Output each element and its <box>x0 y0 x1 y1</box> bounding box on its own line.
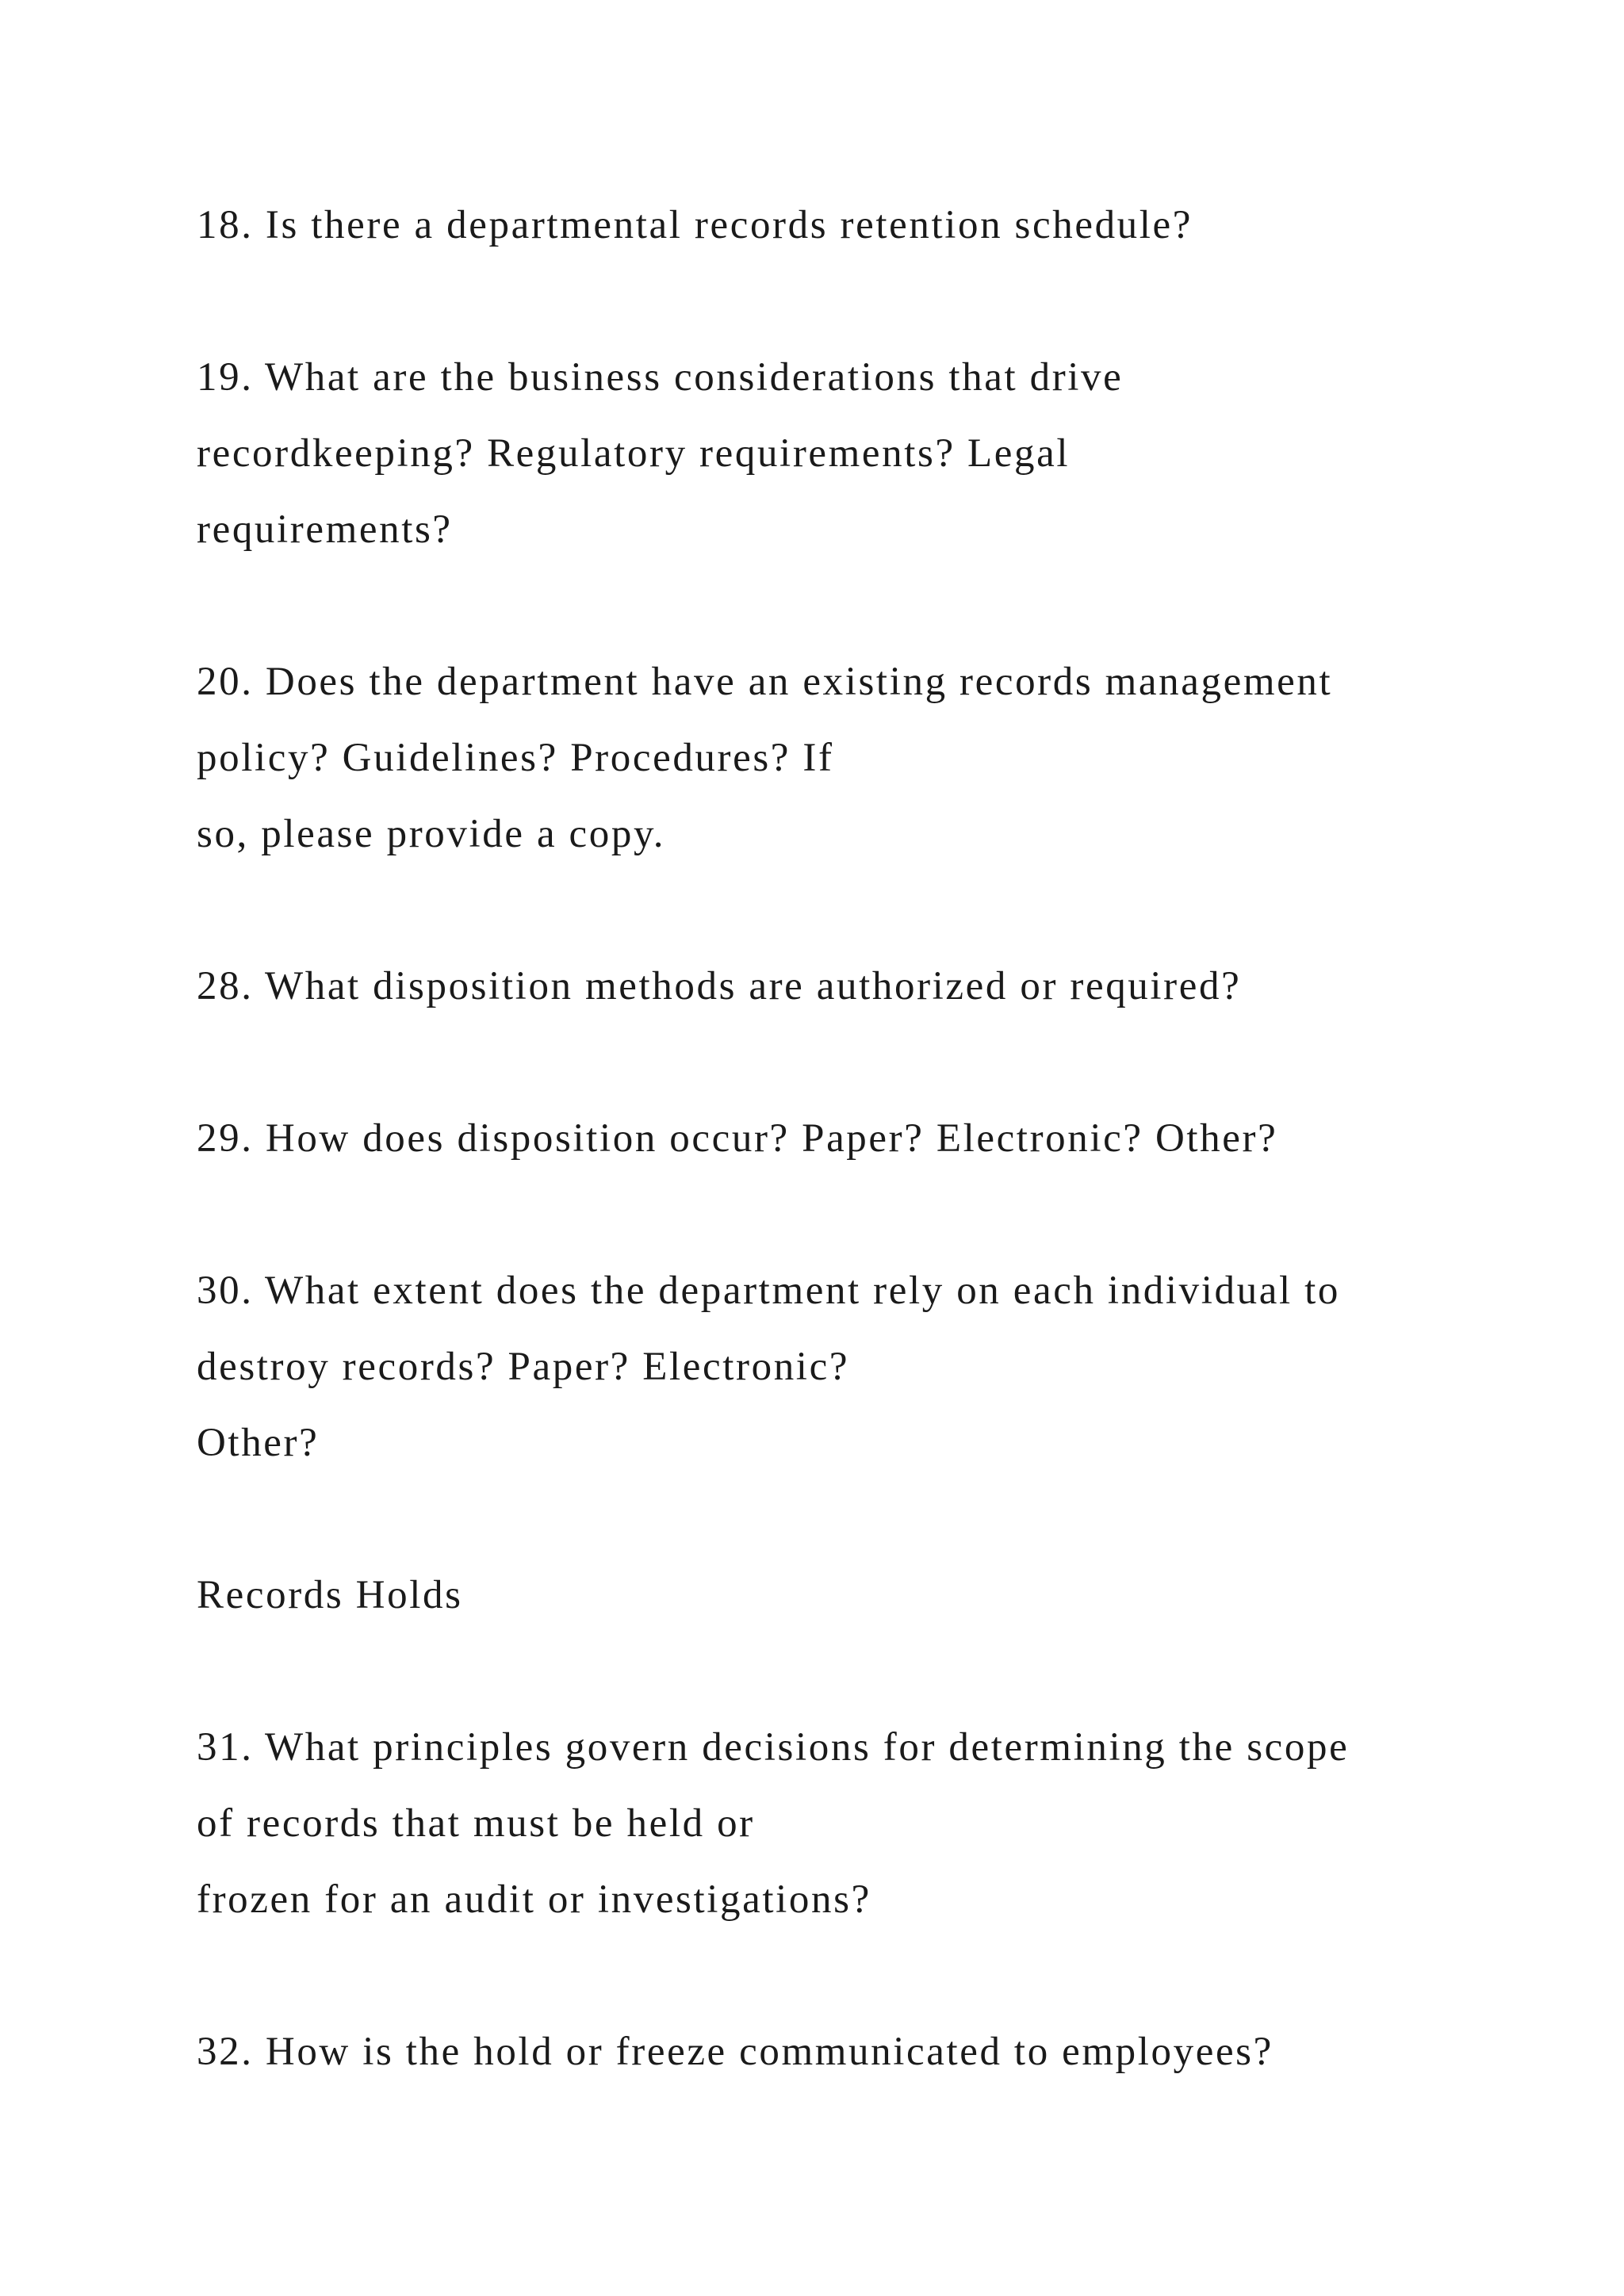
question-30-line-3: Other? <box>197 1421 320 1465</box>
question-30 <box>197 1253 1465 1481</box>
question-18-line-1: 18. Is there a departmental records retention schedule? <box>197 203 1193 247</box>
question-31-line-1: 31. What principles govern decisions for determining the scope <box>197 1725 1350 1770</box>
question-28 <box>197 948 1465 1024</box>
question-32 <box>197 2014 1465 2090</box>
question-32-line-1: 32. How is the hold or freeze communicated to employees? <box>197 2030 1274 2074</box>
section-heading-text: Records Holds <box>197 1573 463 1617</box>
question-29 <box>197 1100 1465 1177</box>
question-19-line-2: recordkeeping? Regulatory requirements? Legal <box>197 431 1071 476</box>
question-19-line-3: requirements? <box>197 507 453 552</box>
question-28-line-1: 28. What disposition methods are authorized or required? <box>197 964 1242 1008</box>
question-19-line-1: 19. What are the business considerations that drive <box>197 355 1124 400</box>
question-30-line-2: destroy records? Paper? Electronic? <box>197 1345 850 1389</box>
question-20-line-3: so, please provide a copy. <box>197 812 666 856</box>
question-31-line-3: frozen for an audit or investigations? <box>197 1877 871 1922</box>
question-18 <box>197 187 1465 263</box>
question-20 <box>197 644 1465 872</box>
question-29-line-1: 29. How does disposition occur? Paper? Electronic? Other? <box>197 1116 1278 1161</box>
question-31 <box>197 1709 1465 1938</box>
question-19 <box>197 339 1465 568</box>
question-31-line-2: of records that must be held or <box>197 1801 755 1846</box>
section-heading-records-holds <box>197 1557 1465 1633</box>
question-20-line-1: 20. Does the department have an existing records management <box>197 660 1333 704</box>
document-body <box>197 187 1465 2166</box>
question-20-line-2: policy? Guidelines? Procedures? If <box>197 736 834 780</box>
question-30-line-1: 30. What extent does the department rely on each individual to <box>197 1269 1340 1313</box>
